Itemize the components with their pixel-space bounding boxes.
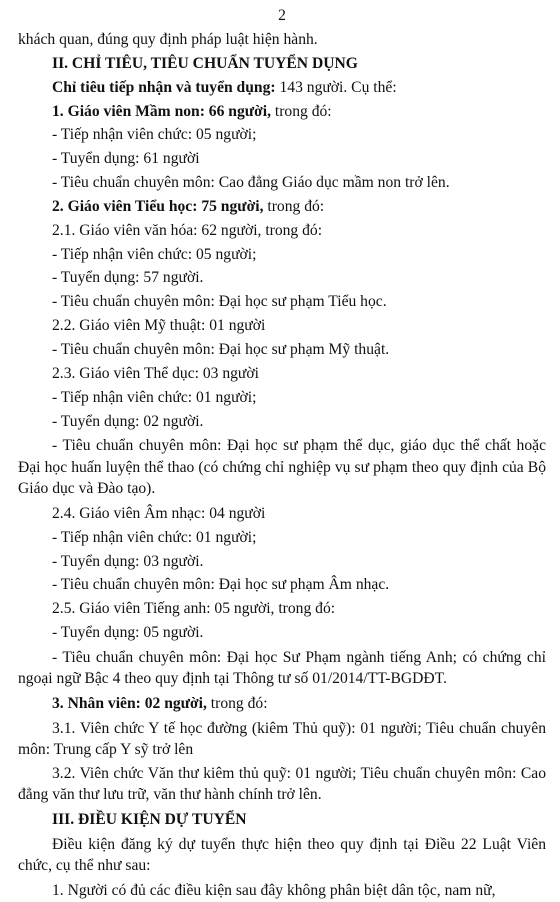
list-item: 2.3. Giáo viên Thể dục: 03 người — [52, 364, 259, 382]
text-line: khách quan, đúng quy định pháp luật hiện hành. — [18, 31, 318, 48]
list-item: - Tiêu chuẩn chuyên môn: Đại học sư phạm Âm nhạc. — [52, 576, 390, 594]
subsection-2-rest: trong đó: — [263, 197, 325, 215]
list-item: - Tiêu chuẩn chuyên môn: Đại học sư phạm Tiểu học. — [52, 293, 387, 311]
list-item-multiline: 3.1. Viên chức Y tế học đường (kiêm Thủ quỹ): 01 người; Tiêu chuẩn chuyên môn: Trung cấp Y sỹ trở lên — [18, 719, 546, 759]
list-item: - Tuyển dụng: 03 người. — [52, 552, 204, 570]
list-item-multiline: - Tiêu chuẩn chuyên môn: Đại học sư phạm thể dục, giáo dục thể chất hoặc Đại học huấn luyện thể thao (có chứng chỉ nghiệp vụ sư phạm theo quy định của Bộ Giáo dục và Đào tạo). — [18, 437, 546, 498]
list-item: 2.4. Giáo viên Âm nhạc: 04 người — [52, 504, 266, 522]
section-heading-iii: III. ĐIỀU KIỆN DỰ TUYỂN — [52, 810, 247, 828]
subsection-3-title: 3. Nhân viên: 02 người, — [52, 694, 207, 712]
list-item: - Tuyển dụng: 05 người. — [52, 624, 204, 642]
list-item: - Tuyển dụng: 61 người — [52, 150, 200, 168]
list-item: - Tiếp nhận viên chức: 01 người; — [52, 388, 257, 406]
paragraph-line: 1. Người có đủ các điều kiện sau đây không phân biệt dân tộc, nam nữ, — [52, 881, 496, 899]
subsection-2-title: 2. Giáo viên Tiểu học: 75 người, — [52, 197, 264, 215]
list-item: - Tuyển dụng: 57 người. — [52, 269, 204, 287]
total-quota-label: Chỉ tiêu tiếp nhận và tuyển dụng: — [52, 78, 276, 96]
list-item: 2.1. Giáo viên văn hóa: 62 người, trong đó: — [52, 221, 323, 239]
list-item: - Tiếp nhận viên chức: 05 người; — [52, 126, 257, 144]
page-number: 2 — [278, 7, 286, 24]
subsection-heading-2 — [18, 195, 546, 219]
subsection-1-rest: trong đó: — [271, 102, 332, 120]
list-item: - Tiếp nhận viên chức: 01 người; — [52, 528, 257, 546]
list-item-multiline: 3.2. Viên chức Văn thư kiêm thủ quỹ: 01 người; Tiêu chuẩn chuyên môn: Cao đẳng văn thư lưu trữ, văn thư hành chính trở lên. — [18, 764, 546, 804]
total-quota — [18, 76, 546, 100]
list-item: 2.2. Giáo viên Mỹ thuật: 01 người — [52, 317, 266, 335]
subsection-heading-1 — [18, 100, 546, 124]
list-item: - Tiêu chuẩn chuyên môn: Cao đẳng Giáo dục mầm non trở lên. — [52, 174, 450, 192]
section-heading-ii: II. CHỈ TIÊU, TIÊU CHUẨN TUYỂN DỤNG — [52, 54, 358, 72]
total-quota-value: 143 người. Cụ thể: — [275, 78, 397, 96]
list-item: 2.5. Giáo viên Tiếng anh: 05 người, trong đó: — [52, 600, 336, 618]
list-item-multiline: - Tiêu chuẩn chuyên môn: Đại học Sư Phạm ngành tiếng Anh; có chứng chỉ ngoại ngữ Bậc 4 theo quy định tại Thông tư số 01/2014/TT-BGDĐT. — [18, 648, 546, 688]
subsection-3-rest: trong đó: — [206, 694, 268, 712]
list-item: - Tiếp nhận viên chức: 05 người; — [52, 245, 257, 263]
subsection-heading-3 — [18, 692, 546, 716]
subsection-1-title: 1. Giáo viên Mầm non: 66 người, — [52, 102, 271, 120]
list-item: - Tiêu chuẩn chuyên môn: Đại học sư phạm Mỹ thuật. — [52, 340, 390, 358]
list-item: - Tuyển dụng: 02 người. — [52, 412, 204, 430]
paragraph: Điều kiện đăng ký dự tuyển thực hiện theo quy định tại Điều 22 Luật Viên chức, cụ thể như sau: — [18, 835, 546, 875]
